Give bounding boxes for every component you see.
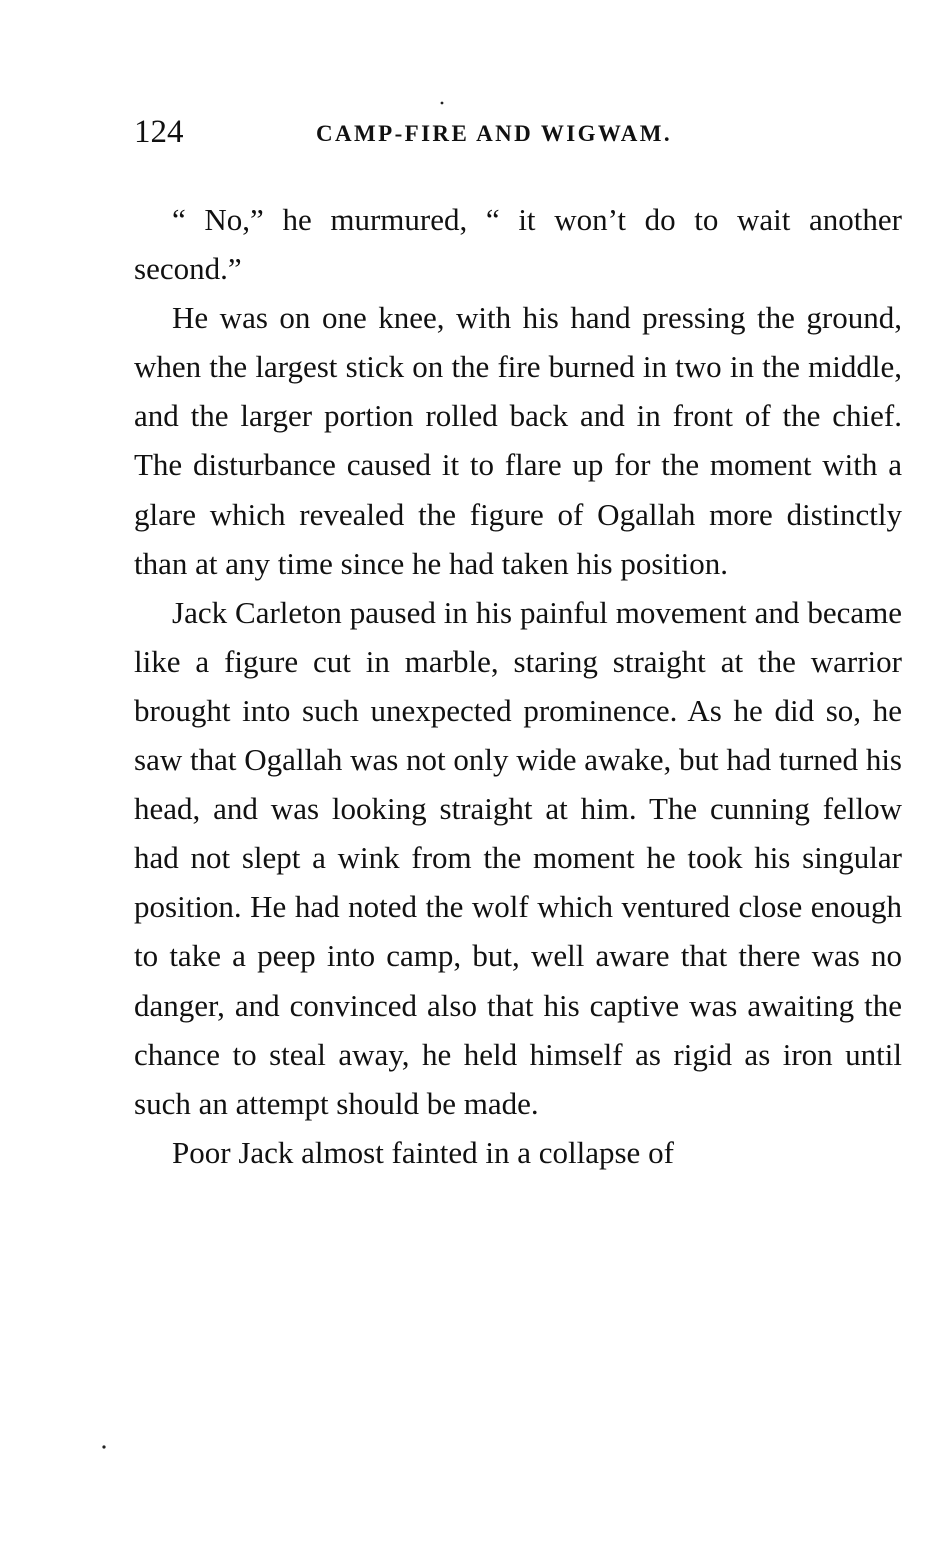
paragraph-3: Jack Carleton paused in his painful movement and became like a figure cut in marble, staring straight at the warrior brought into such unexpected prominence. As he did so, he saw that Ogallah was not only wide awake, but had turned his head, and was looking straight at him. The cunning fellow had not slept a wink from the moment he took his singular position. He had noted the wolf which ventured close enough to take a peep into camp, but, well aware that there was no danger, and convinced also that his captive was awaiting the chance to steal away, he held himself as rigid as iron until such an attempt should be made. [134,594,902,1121]
running-title: CAMP-FIRE AND WIGWAM. [316,121,672,146]
paragraph-4: Poor Jack almost fainted in a collapse of [172,1134,674,1170]
paragraph-2: He was on one knee, with his hand pressing the ground, when the largest stick on the fire burned in two in the middle, and the larger portion rolled back and in front of the chief. The disturbance caused it to flare up for the moment with a glare which revealed the figure of Ogallah more distinctly than at any time since he had taken his position. [134,300,902,581]
ink-speck [441,102,444,105]
page-number: 124 [134,114,184,150]
ink-speck [102,1445,105,1448]
paragraph-1: “ No,” he murmured, “ it won’t do to wait another second.” [134,202,902,287]
